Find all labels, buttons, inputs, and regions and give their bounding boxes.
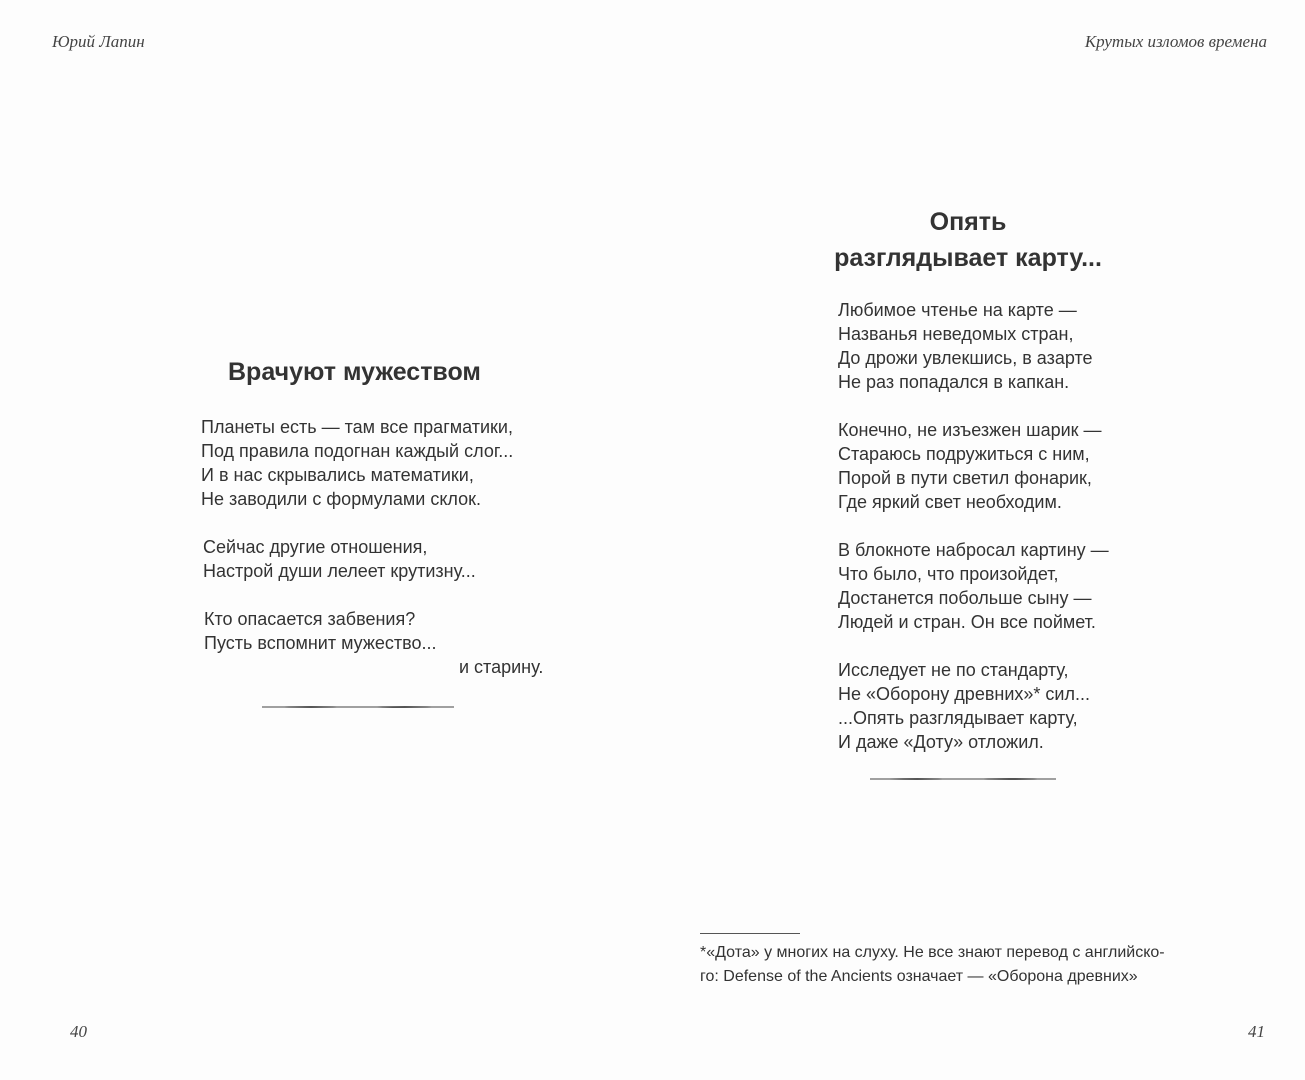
footnote-rule (700, 933, 800, 934)
poem-line: Порой в пути светил фонарик, (838, 468, 1092, 488)
poem-title (828, 204, 1108, 276)
poem-line: Сейчас другие отношения, (203, 537, 428, 557)
poem-line: И даже «Доту» отложил. (838, 732, 1044, 752)
stanza (838, 658, 1109, 754)
running-head-book-title: Крутых изломов времена (1084, 32, 1267, 51)
ornament-divider-icon (262, 702, 454, 712)
poem-line: Пусть вспомнит мужество... (204, 633, 437, 653)
stanza (838, 418, 1109, 514)
poem-line: Не раз попадался в капкан. (838, 372, 1070, 392)
stanza (838, 298, 1109, 394)
stanza (201, 607, 543, 679)
poem-title-line: разглядывает карту... (834, 244, 1102, 272)
poem-line: Названья неведомых стран, (838, 324, 1074, 344)
page-number: 40 (70, 1022, 87, 1041)
footnote (700, 941, 1260, 989)
poem-line: Не «Оборону древних»* сил... (838, 684, 1090, 704)
poem-line: В блокноте набросал картину — (838, 540, 1109, 560)
poem-line: До дрожи увлекшись, в азарте (838, 348, 1093, 368)
footnote-line: *«Дота» у многих на слуху. Не все знают перевод с английско- (700, 944, 1165, 961)
stanza (201, 415, 543, 511)
poem-line: И в нас скрывались математики, (201, 465, 474, 485)
left-page (0, 0, 652, 1080)
poem-line: Где яркий свет необходим. (838, 492, 1062, 512)
running-head-author: Юрий Лапин (52, 32, 145, 51)
poem-line: Кто опасается забвения? (204, 609, 416, 629)
footnote-line: го: Defense of the Ancients означает — «Оборона древних» (700, 968, 1138, 985)
stanza (201, 535, 543, 583)
ornament-divider-icon (870, 774, 1056, 784)
poem-line: Любимое чтенье на карте — (838, 300, 1077, 320)
poem-line: Настрой души лелеет крутизну... (203, 561, 476, 581)
poem-body (838, 298, 1109, 754)
page-number: 41 (1248, 1022, 1265, 1041)
poem-line: Исследует не по стандарту, (838, 660, 1069, 680)
poem-line: Планеты есть — там все прагматики, (201, 417, 513, 437)
stanza (838, 538, 1109, 634)
poem-line: Не заводили с формулами склок. (201, 489, 481, 509)
poem-line: ...Опять разглядывает карту, (838, 708, 1078, 728)
poem-line: Людей и стран. Он все поймет. (838, 612, 1096, 632)
poem-line: Что было, что произойдет, (838, 564, 1059, 584)
poem-line: Достанется побольше сыну — (838, 588, 1092, 608)
poem-line: и старину. (459, 657, 544, 677)
poem-body (201, 415, 543, 679)
poem-line: Под правила подогнан каждый слог... (201, 441, 514, 461)
poem-title: Врачуют мужеством (228, 358, 481, 386)
poem-title-line: Опять (929, 208, 1007, 236)
poem-line: Стараюсь подружиться с ним, (838, 444, 1090, 464)
poem-line: Конечно, не изъезжен шарик — (838, 420, 1102, 440)
